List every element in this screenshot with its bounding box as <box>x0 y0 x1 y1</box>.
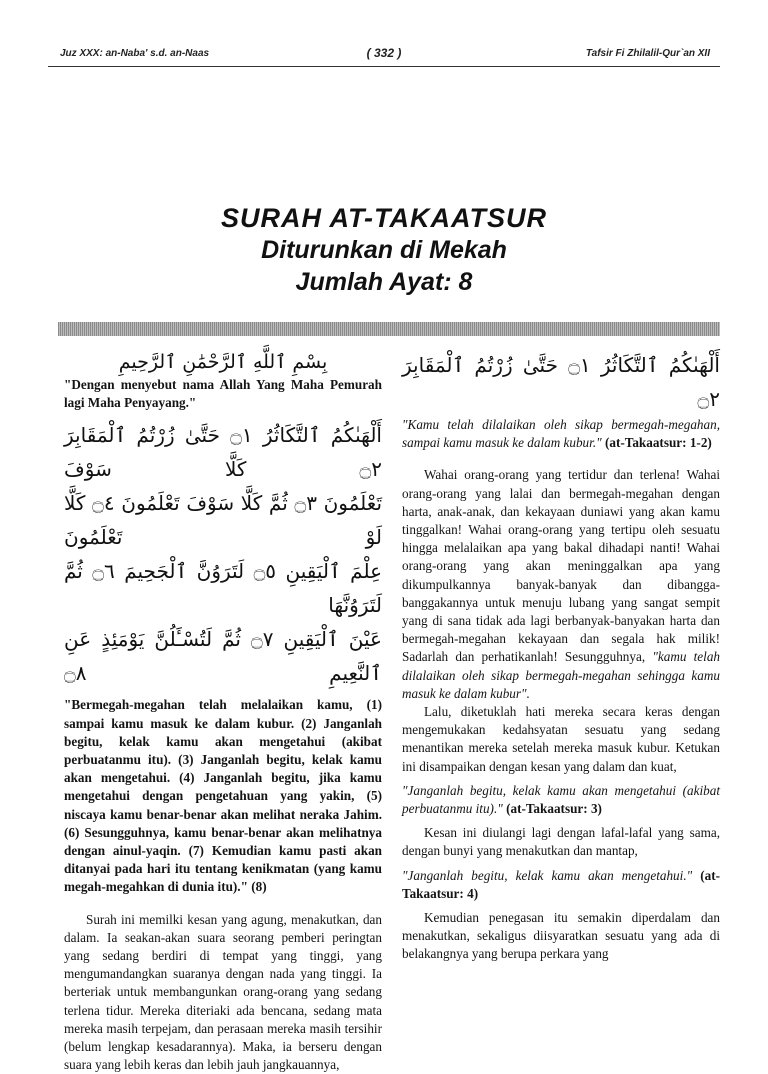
bismillah-arabic: بِسْمِ ٱللَّهِ ٱلرَّحْمَٰنِ ٱلرَّحِيمِ <box>118 351 328 373</box>
header-juz: Juz XXX: an-Naba' s.d. an-Naas <box>60 48 210 59</box>
header-book-title: Tafsir Fi Zhilalil-Qur`an XII <box>585 48 710 59</box>
quote-ref: (at-Takaatsur: 1-2) <box>604 435 712 451</box>
ayat-line: عِلْمَ ٱلْيَقِينِ ۝٥ لَتَرَوُنَّ ٱلْجَحِيمَ ۝٦ ثُمَّ لَتَرَوُنَّهَا <box>64 559 383 618</box>
surah-ayat-count: Jumlah Ayat: 8 <box>295 268 473 296</box>
surah-place: Diturunkan di Mekah <box>261 236 507 264</box>
quote-ayat-3: "Janganlah begitu, kelak kamu akan mengetahui (akibat perbuatanmu itu)." <box>402 782 720 817</box>
surah-title-block <box>0 202 768 298</box>
quote-ref: (at-Takaatsur: 4) <box>402 867 720 901</box>
inline-quote: "kamu telah dilalaikan oleh sikap bermegah-megahan sehingga kamu masuk ke dalam kubur". <box>402 649 721 701</box>
commentary-paragraph: Kesan ini diulangi lagi dengan lafal-lafal yang sama, dengan bunyi yang menakutkan dan mantap, <box>402 825 720 859</box>
decorative-band <box>58 322 720 336</box>
ayat-line: تَعْلَمُونَ ۝٣ ثُمَّ كَلَّا سَوْفَ تَعْلَمُونَ ۝٤ كَلَّا لَوْ تَعْلَمُونَ <box>64 491 383 550</box>
header-rule <box>48 66 720 67</box>
right-column <box>402 348 720 964</box>
commentary-paragraph: Surah ini memilki kesan yang agung, menakutkan, dan dalam. Ia seakan-akan suara seorang pemberi peringtan yang sedang berdiri di tempat yang tinggi, yang mengumandangkan suaranya dengan nada yang tinggi. Ia berteriak untuk membangunkan orang-orang yang sedang terlena tidur. Mereka diteriaki ada bencana, sedang mata mereka masih terpejam, dan perasaan mereka masih tersihir (belum lengkap kesadarannya). Maka, ia berseru dengan suara yang lebih keras dan lebih jauh jangkauannya, <box>64 911 382 1073</box>
left-column <box>64 348 382 1074</box>
ayat-line: عَيْنَ ٱلْيَقِينِ ۝٧ ثُمَّ لَتُسْـَٔلُنَّ يَوْمَئِذٍ عَنِ ٱلنَّعِيمِ ۝٨ <box>64 627 382 686</box>
ayat-line: أَلْهَىٰكُمُ ٱلتَّكَاثُرُ ۝١ حَتَّىٰ زُرْتُمُ ٱلْمَقَابِرَ ۝٢ كَلَّا سَوْفَ <box>64 423 382 482</box>
surah-title: SURAH AT-TAKAATSUR <box>221 203 547 233</box>
quote-ayat-4: "Janganlah begitu, kelak kamu akan mengetahui." <box>402 867 693 883</box>
surah-translation: "Bermegah-megahan telah melalaikan kamu, (1) sampai kamu masuk ke dalam kubur. (2) Janganlah begitu, kelak kamu akan mengetahui (akibat perbuatanmu itu). (3) Janganlah begitu, kelak kamu akan mengetahui. (4) Janganlah begitu, jika kamu mengetahui dengan pengetahuan yang yakin, (5) niscaya kamu benar-benar akan melihat neraka Jahim. (6) Sesungguhnya, kamu benar-benar akan melihatnya dengan ainul-yaqin. (7) Kemudian kamu pasti akan ditanyai pada hari itu tentang kenikmatan (yang kamu megah-megahkan di dunia itu)." (8) <box>64 697 382 895</box>
running-header <box>48 44 720 64</box>
commentary-paragraph: Kemudian penegasan itu semakin diperdalam dan menakutkan, sekaligus diisyaratkan sesuatu yang ada di belakangnya yang berupa perkara yang <box>402 910 720 962</box>
quote-ref: (at-Takaatsur: 3) <box>506 801 602 817</box>
page-number: ( 332 ) <box>366 46 402 60</box>
commentary-paragraph: Lalu, diketuklah hati mereka secara keras dengan mengemukakan kedahsyatan sesuatu yang sedang menantikan mereka setelah mereka masuk kubur. Ketukan ini disampaikan dengan kesan yang dalam dan kuat, <box>402 704 720 774</box>
quote-ayat-1-2: "Kamu telah dilalaikan oleh sikap bermegah-megahan, sampai kamu masuk ke dalam kubur." <box>402 417 720 451</box>
commentary-paragraph: Wahai orang-orang yang tertidur dan terlena! Wahai orang-orang yang lalai dan bermegah-megahan dengan harta, anak-anak, dan kekayaan duniawi yang akan kamu tinggalkan! Wahai orang-orang yang tertipu oleh sesuatu hingga melalaikan apa yang bakal dihadapi nanti! Wahai orang-orang yang akan meninggalkan apa yang dikumpulkannya banyak-banyak dan dibangga-banggakannya untuk menuju lubang yang sangat sempit yang di sana tidak ada lagi berbanyak-banyakan harta dan bermegah-megahan kekayaan dan segala hak milik! Sadarlah dan perhatikanlah! Sesungguhnya, <box>402 467 720 665</box>
bismillah-translation: "Dengan menyebut nama Allah Yang Maha Pemurah lagi Maha Penyayang." <box>64 377 382 411</box>
ayat-1-2-arabic: أَلْهَىٰكُمُ ٱلتَّكَاثُرُ ۝١ حَتَّىٰ زُرْتُمُ ٱلْمَقَابِرَ ۝٢ <box>402 353 720 411</box>
ayat-block <box>64 418 382 690</box>
